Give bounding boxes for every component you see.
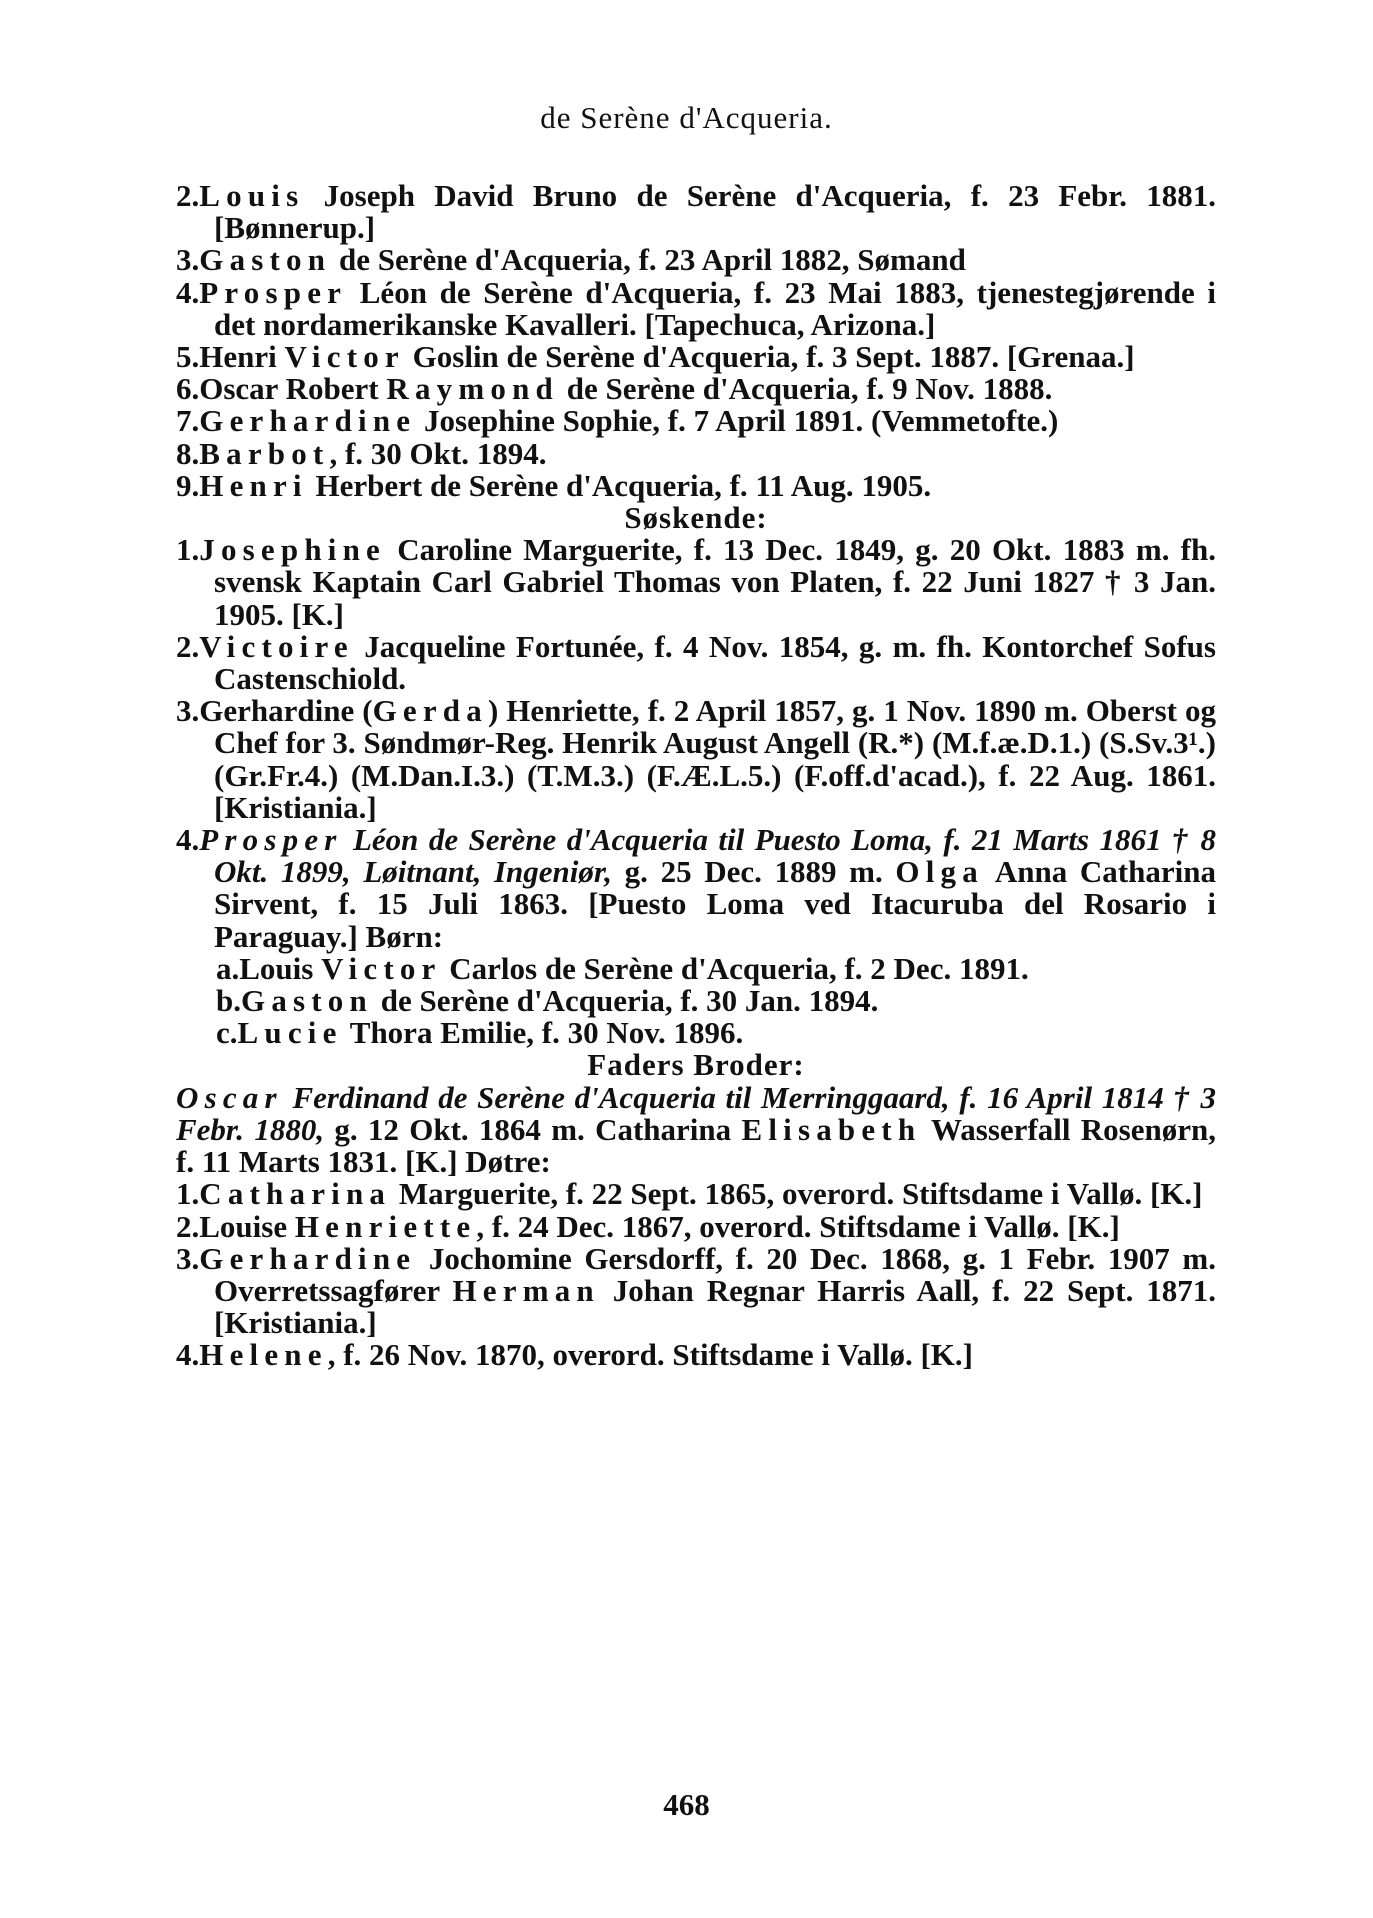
list-item: 2.Victoire Jacqueline Fortunée, f. 4 Nov. 1854, g. m. fh. Kontorchef Sofus Castenschiold. — [176, 628, 1216, 697]
section-heading-father-brother: Faders Broder: — [587, 1047, 805, 1083]
running-header: de Serène d'Acqueria. — [540, 100, 833, 135]
list-item-daughter: 3.Gerhardine Jochomine Gersdorff, f. 20 Dec. 1868, g. 1 Febr. 1907 m. Overretssagfører Herman Johan Regnar Harris Aall, f. 22 Sept. 1871. [Kristiania.] — [176, 1240, 1216, 1341]
paragraph-oscar: Oscar Ferdinand de Serène d'Acqueria til Merringgaard, f. 16 April 1814 † 3 Febr. 1880, g. 12 Okt. 1864 m. Catharina Elisabeth Wasserfall Rosenørn, f. 11 Marts 1831. [K.] Døtre: — [176, 1079, 1216, 1180]
list-item-daughter: 1.Catharina Marguerite, f. 22 Sept. 1865, overord. Stiftsdame i Vallø. [K.] — [176, 1176, 1203, 1212]
list-item-prosper: 4.Prosper Léon de Serène d'Acqueria til Puesto Loma, f. 21 Marts 1861 † 8 Okt. 1899, Løitnant, Ingeniør, g. 25 Dec. 1889 m. Olga Anna Catharina Sirvent, f. 15 Juli 1863. [Puesto Loma ved Itacuruba del Rosario i Paraguay.] Børn: — [176, 822, 1216, 954]
list-item: 7.Gerhardine Josephine Sophie, f. 7 April 1891. (Vemmetofte.) — [176, 403, 1059, 439]
list-item-daughter: 2.Louise Henriette, f. 24 Dec. 1867, overord. Stiftsdame i Vallø. [K.] — [176, 1208, 1120, 1244]
list-item: 1.Josephine Caroline Marguerite, f. 13 Dec. 1849, g. 20 Okt. 1883 m. fh. svensk Kaptain Carl Gabriel Thomas von Platen, f. 22 Juni 1827 † 3 Jan. 1905. [K.] — [176, 532, 1216, 632]
list-item: 6.Oscar Robert Raymond de Serène d'Acqueria, f. 9 Nov. 1888. — [176, 371, 1053, 407]
list-item-child: c.Lucie Thora Emilie, f. 30 Nov. 1896. — [216, 1015, 744, 1051]
list-item: 8.Barbot, f. 30 Okt. 1894. — [176, 435, 547, 471]
genealogy-text — [176, 180, 1216, 1372]
list-item: 4.Prosper Léon de Serène d'Acqueria, f. 23 Mai 1883, tjenestegjørende i det nordamerikanske Kavalleri. [Tapechuca, Arizona.] — [176, 274, 1216, 342]
list-item: 9.Henri Herbert de Serène d'Acqueria, f. 11 Aug. 1905. — [176, 467, 932, 503]
list-item-child: b.Gaston de Serène d'Acqueria, f. 30 Jan. 1894. — [216, 983, 879, 1019]
page-number: 468 — [663, 1787, 710, 1822]
section-heading-siblings: Søskende: — [624, 500, 768, 536]
list-item: 5.Henri Victor Goslin de Serène d'Acqueria, f. 3 Sept. 1887. [Grenaa.] — [176, 339, 1135, 375]
list-item: 2.Louis Joseph David Bruno de Serène d'Acqueria, f. 23 Febr. 1881. [Bønnerup.] — [176, 178, 1216, 246]
list-item-child: a.Louis Victor Carlos de Serène d'Acqueria, f. 2 Dec. 1891. — [216, 950, 1029, 986]
list-item-daughter: 4.Helene, f. 26 Nov. 1870, overord. Stiftsdame i Vallø. [K.] — [176, 1337, 973, 1373]
list-item: 3.Gaston de Serène d'Acqueria, f. 23 April 1882, Sømand — [176, 242, 966, 278]
list-item: 3.Gerhardine (Gerda) Henriette, f. 2 April 1857, g. 1 Nov. 1890 m. Oberst og Chef for 3. Søndmør-Reg. Henrik August Angell (R.*) (M.f.æ.D.1.) (S.Sv.3¹.) (Gr.Fr.4.) (M.Dan.I.3.) (T.M.3.) (F.Æ.L.5.) (F.off.d'acad.), f. 22 Aug. 1861. [Kristiania.] — [176, 693, 1216, 825]
